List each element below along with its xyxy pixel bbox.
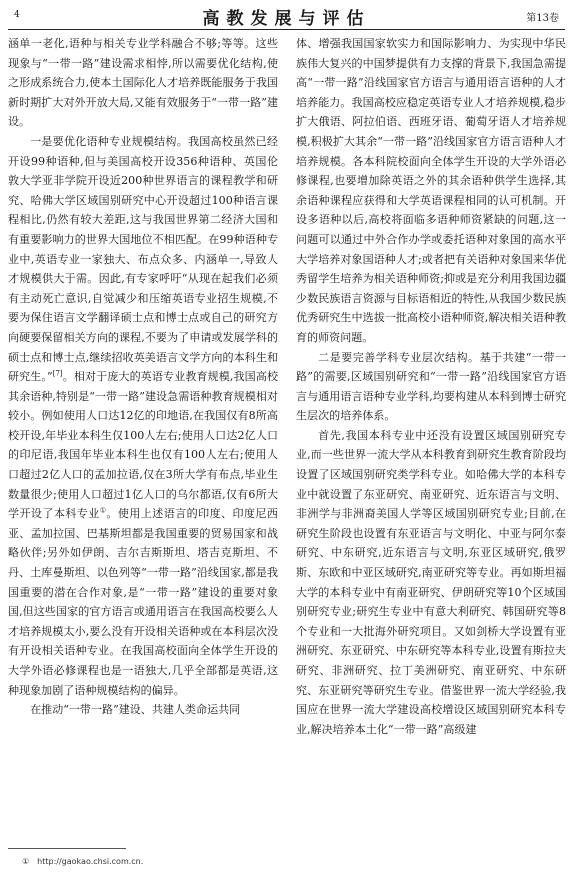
journal-title: 高教发展与评估 xyxy=(202,9,371,29)
page-number: 4 xyxy=(14,10,20,20)
header-rule xyxy=(8,29,565,30)
paragraph: 二是要完善学科专业层次结构。基于共建“一带一路”的需要,区域国别研究和“一带一路”沿线国家官方语言与通用语言语种专业学科,均要构建从本科到博士研究生层次的培养体系。 xyxy=(296,350,566,423)
footnote-marker: ① xyxy=(22,857,30,866)
right-column xyxy=(296,34,566,739)
paragraph: 涵单一老化,语种与相关专业学科融合不够;等等。这些现象与“一带一路”建设需求相悖,所以需要优化结构,使之形成系统合力,使本土国际化人才培养既能服务于我国新时期扩大对外开放大局,又能有效服务于“一带一路”建设。 xyxy=(8,37,278,129)
text-run: 。相对于庞大的英语专业教育规模,我国高校其余语种,特别是“一带一路”建设急需语种教育规模相对较小。例如使用人口达12亿的印地语,在我国仅有8所高校开设,年毕业本科生仅100人左右;使用人口达2亿人口的印尼语,我国年毕业本科生也仅有100人左右;使用人口超过2亿人口的孟加拉语,仅在3所大学有布点,毕业生数量很少;使用人口超过1亿人口的乌尔都语,仅有6所大学开设了本科专业 xyxy=(8,370,279,521)
text-run: 一是要优化语种专业规模结构。我国高校虽然已经开设99种语种,但与美国高校开设356种语种、英国伦敦大学亚非学院开设近200种世界语言的课程教学和研究、哈佛大学区域国别研究中心开设超过100种语言课程相比,仍然有较大差距,这与我国世界第二经济大国和有重要影响力的世界大国地位不相匹配。在99种语种专业中,英语专业一家独大、布点众多、内涵单一,导致人才规模供大于需。因此,有专家呼吁“从现在起我们必须有主动死亡意识,自觉减少和压缩英语专业招生规模,不要为保住语言文学翻译硕士点和博士点或自己的研究方向硬要保留相关方向的课程,不要为了申请或发展学科的硕士点和博士点,继续招收英美语言文学方向的本科生和研究生。” xyxy=(8,134,278,384)
paragraph: 体、增强我国国家软实力和国际影响力、为实现中华民族伟大复兴的中国梦提供有力支撑的背景下,我国急需提高“一带一路”沿线国家官方语言与通用语言语种的人才培养能力。我国高校应稳定英语专业人才培养规模,稳步扩大俄语、阿拉伯语、西班牙语、葡萄牙语人才培养规模,积极扩大其余“一带一路”沿线国家官方语言语种人才培养规模。各本科院校面向全体学生开设的大学外语必修课程,也要增加除英语之外的其余语种供学生选择,其余语种课程应获得和大学英语课程相同的认可机制。开设多语种以后,高校将面临多语种师资紧缺的问题,这一问题可以通过中外合作办学或委托语种对象国的高水平大学培养对象国语种人才;或者把有关语种对象国来华优秀留学生培养为相关语种师资;抑或是充分利用我国边疆少数民族语言资源与目标语相近的特性,从我国少数民族优秀研究生中选拔一批高校小语种师资,解决相关语种教育的师资问题。 xyxy=(296,37,566,344)
footnote xyxy=(22,857,143,866)
volume-label: 第13卷 xyxy=(526,13,559,24)
footnote-ref: ① xyxy=(99,506,107,515)
paragraph: 在推动“一带一路”建设、共建人类命运共同 xyxy=(30,703,241,717)
page-header xyxy=(0,0,573,30)
text-run: 。使用上述语言的印度、印度尼西亚、孟加拉国、巴基斯坦都是我国重要的贸易国家和战略伙伴;另外如伊朗、吉尔吉斯斯坦、塔吉克斯坦、不丹、土库曼斯坦、以色列等“一带一路”沿线国家,都是我国重要的潜在合作对象,是“一带一路”建设的重要对象国,但这些国家的官方语言或通用语言在我国高校要么人才培养规模太小,要么没有开设相关语种或在本科层次没有开设相关语种专业。在我国高校面向全体学生开设的大学外语必修课程也是一语独大,几乎全部都是英语,这种现象加剧了语种规模结构的偏异。 xyxy=(8,507,278,697)
footnote-rule xyxy=(8,848,126,849)
left-column xyxy=(8,34,278,720)
footnote-url: http://gaokao.chsi.com.cn. xyxy=(37,857,144,866)
paragraph xyxy=(8,132,278,700)
paragraph: 首先,我国本科专业中还没有设置区域国别研究专业,而一些世界一流大学从本科教育到研究生教育阶段均设置了区域国别研究类学科专业。如哈佛大学的本科专业中就设置了东亚研究、南亚研究、近东语言与文明、非洲学与非洲裔美国人学等区域国别研究专业;目前,在研究生阶段也设置有东亚语言与文明化、中亚与阿尔泰研究、中东研究,近东语言与文明,东亚区域研究,俄罗斯、东欧和中亚区域研究,南亚研究等专业。再如斯坦福大学的本科专业中有南亚研究、伊朗研究等10个区域国别研究专业;研究生专业中有意大利研究、韩国研究等8个专业和一大批海外研究项目。又如剑桥大学设置有亚洲研究、东亚研究、中东研究等本科专业,设置有斯拉夫研究、非洲研究、拉丁美洲研究、南亚研究、中东研究、东亚研究等研究生专业。借鉴世界一流大学经验,我国应在世界一流大学建设高校增设区域国别研究本科专业,解决培养本土化“一带一路”高级建 xyxy=(296,428,566,736)
citation-ref: [7] xyxy=(52,369,63,378)
